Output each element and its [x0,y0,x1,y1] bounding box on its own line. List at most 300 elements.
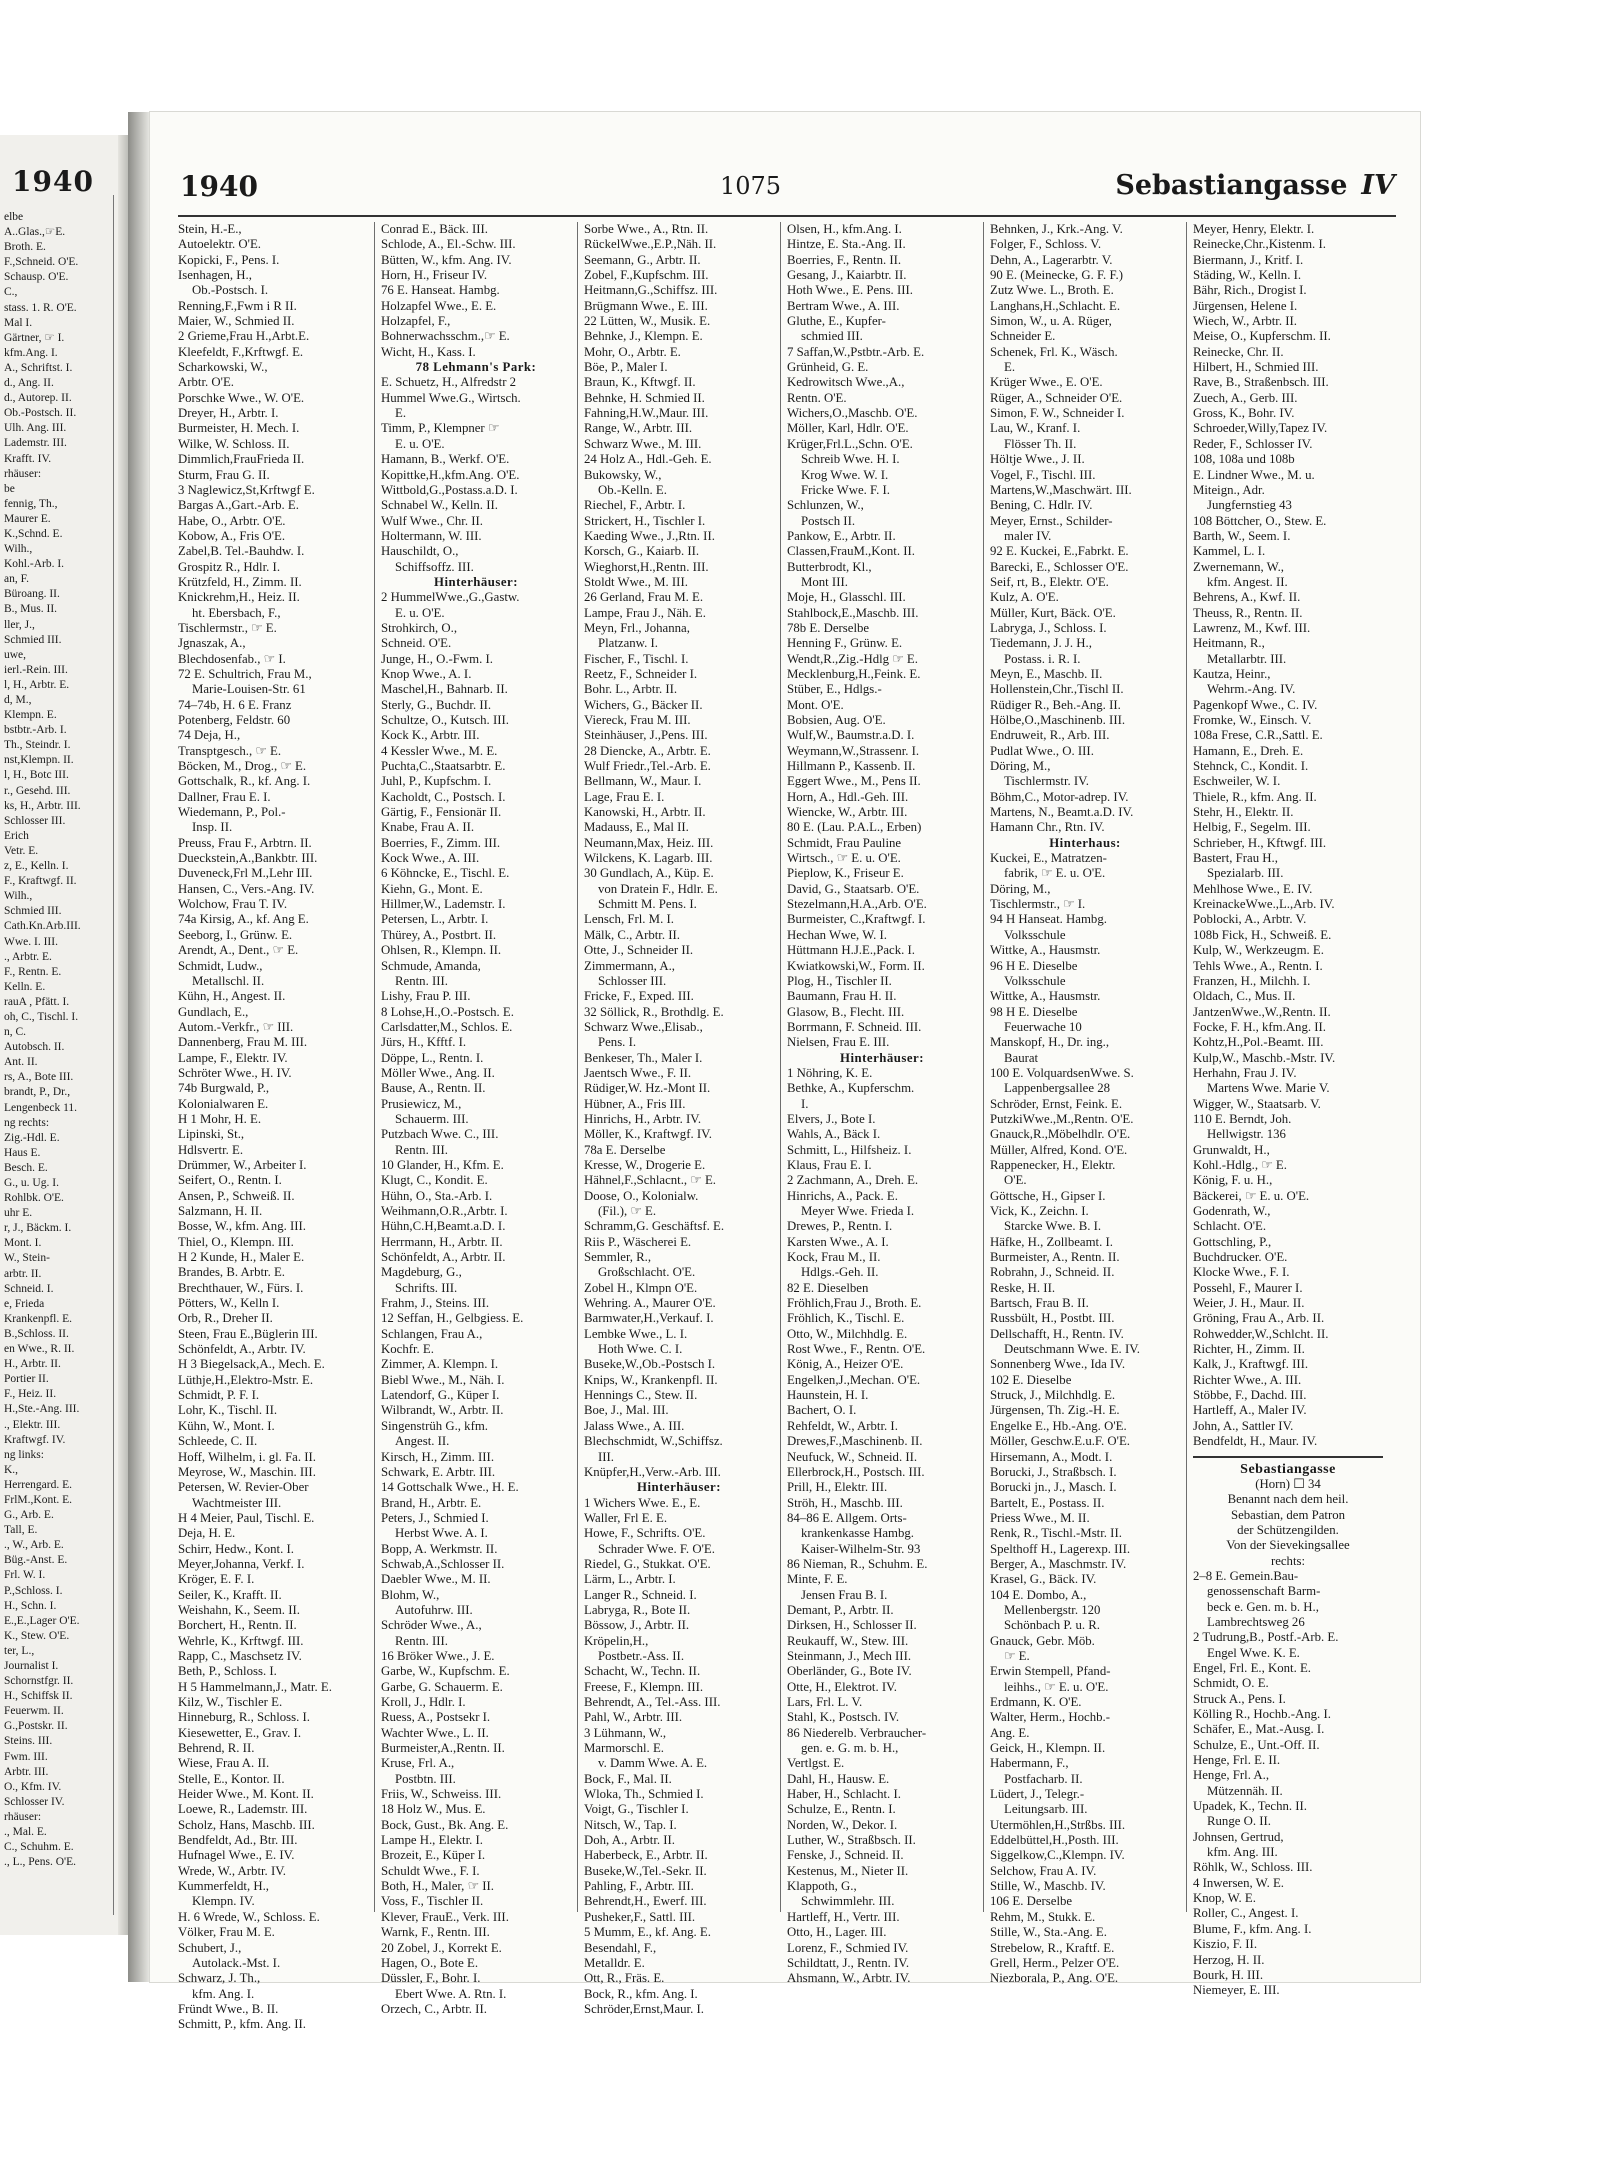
directory-entry: 92 E. Kuckei, E.,Fabrkt. E. [990,544,1129,559]
directory-entry: Lorenz, F., Schmied IV. [787,1940,909,1955]
directory-entry: 74a Kirsig, A., kf. Ang E. [178,912,309,927]
directory-entry: Eddelbüttel,H.,Posth. III. [990,1833,1119,1848]
directory-entry: Bähr, Rich., Drogist I. [1193,283,1307,298]
directory-entry: Baurat [1004,1050,1039,1065]
directory-entry: Seemann, G., Arbtr. II. [584,252,701,267]
previous-page-entry: Erich [4,829,29,842]
directory-entry: Dallner, Frau E. I. [178,789,271,804]
directory-entry: 100 E. VolquardsenWwe. S. [990,1065,1134,1080]
directory-entry: I. [801,1096,809,1111]
directory-entry: Autoelektr. O'E. [178,237,261,252]
directory-entry: gen. e. G. m. b. H., [801,1741,899,1756]
directory-entry: Richter Wwe., A. III. [1193,1372,1302,1387]
directory-entry: Dimmlich,FrauFrieda II. [178,452,305,467]
directory-entry: Carlsdatter,M., Schlos. E. [381,1019,513,1034]
directory-entry: Deutschmann Wwe. E. IV. [1004,1342,1140,1357]
directory-entry: 108 Böttcher, O., Stew. E. [1193,513,1327,528]
directory-entry: Otto, H., Lager. III. [787,1925,887,1940]
directory-entry: Höltje Wwe., J. II. [990,452,1085,467]
directory-entry: Langer R., Schneid. I. [584,1587,697,1602]
directory-entry: Schlangen, Frau A., [381,1326,483,1341]
directory-entry: kfm. Ang. I. [192,1986,255,2001]
directory-entry: Wachtmeister III. [192,1495,282,1510]
directory-entry: Schönfeldt, A., Arbtr. II. [381,1250,506,1265]
directory-entry: 8 Lohse,H.,O.-Postsch. E. [381,1004,514,1019]
directory-entry: Thiele, R., kfm. Ang. II. [1193,789,1317,804]
directory-entry: H 4 Meier, Paul, Tischl. E. [178,1510,315,1525]
directory-entry: Lage, Frau E. I. [584,789,665,804]
directory-entry: kfm. Angest. II. [1207,574,1288,589]
directory-entry: Stelle, E., Kontor. II. [178,1771,285,1786]
header-rule [178,215,1396,217]
directory-entry: Timm, P., Klempner ☞ [381,421,500,436]
column-rule [113,195,114,1915]
previous-page-entry: Maurer E. [4,512,51,525]
directory-entry: Bosse, W., kfm. Ang. III. [178,1219,306,1234]
directory-entry: Kirsch, H., Zimm. III. [381,1449,495,1464]
directory-entry: Lambrechtsweg 26 [1207,1614,1305,1629]
directory-entry: Isenhagen, H., [178,268,252,283]
directory-entry: Stahlbock,E.,Maschb. III. [787,605,919,620]
previous-page-edge [0,135,130,1935]
directory-entry: Stehr, H., Elektr. II. [1193,805,1294,820]
directory-entry: Erwin Stempell, Pfand- [990,1664,1111,1679]
previous-page-entry: H., Arbtr. II. [4,1358,61,1371]
directory-entry: König, F. u. H., [1193,1173,1273,1188]
directory-entry: Kedrowitsch Wwe.,A., [787,375,905,390]
directory-entry: Jensen Frau B. I. [801,1587,888,1602]
directory-entry: Müller, Kurt, Bäck. O'E. [990,605,1116,620]
directory-entry: Schönfeldt, A., Arbtr. IV. [178,1342,306,1357]
directory-entry: Hoff, Wilhelm, i. gl. Fa. II. [178,1449,316,1464]
directory-entry: Transptgesch., ☞ E. [178,743,282,758]
previous-page-entry: Lademstr. III. [4,437,67,450]
directory-entry: Classen,FrauM.,Kont. II. [787,544,915,559]
directory-entry: Herhahn, Frau J. IV. [1193,1065,1297,1080]
previous-page-entry: Kelln. E. [4,980,46,993]
page-gutter-shadow [128,112,150,1982]
directory-entry: Hagen, O., Bote E. [381,1955,479,1970]
directory-entry: Fromke, W., Einsch. V. [1193,713,1312,727]
previous-page-entry: Feuerwm. II. [4,1705,64,1718]
directory-entry: Schmidt, Ludw., [178,958,263,973]
directory-entry: Rost Wwe., F., Rentn. O'E. [787,1342,926,1357]
previous-page-entry: H., Schn. I. [4,1599,57,1612]
directory-entry: JantzenWwe.,W.,Rentn. II. [1193,1004,1331,1019]
directory-entry: Henge, Frl. A., [1193,1768,1270,1783]
directory-entry: Haunstein, H. I. [787,1388,869,1403]
directory-entry: Borchert, H., Rentn. II. [178,1618,297,1633]
directory-entry: Lishy, Frau P. III. [381,989,471,1004]
directory-entry: Jalass Wwe., A. III. [584,1418,685,1433]
directory-entry: Lampe H., Elektr. I. [381,1833,483,1848]
previous-page-entry: nst,Klempn. II. [4,754,74,767]
directory-entry: Fründt Wwe., B. II. [178,2001,279,2016]
directory-entry: Möller Wwe., Ang. II. [381,1065,495,1080]
directory-entry: 102 E. Dieselbe [990,1372,1072,1387]
directory-entry: Holtermann, W. III. [381,528,482,543]
directory-entry: Herzog, H. II. [1193,1952,1265,1967]
directory-entry: Braun, K., Kftwgf. II. [584,375,696,390]
previous-page-entry: Fwm. III. [4,1750,48,1763]
directory-entry: Wulf Friedr.,Tel.-Arb. E. [584,759,711,774]
directory-entry: Wloka, Th., Schmied I. [584,1787,704,1802]
directory-entry: Upadek, K., Techn. II. [1193,1799,1308,1814]
directory-entry: Rohwedder,W.,Schlcht. II. [1193,1326,1329,1341]
directory-entry: Weymann,W.,Strassenr. I. [787,743,920,758]
directory-entry: Benkeser, Th., Maler I. [584,1050,703,1065]
previous-page-entry: H., Schiffsk II. [4,1690,73,1703]
directory-entry: Hähnel,F.,Schlacnt., ☞ E. [584,1173,716,1188]
previous-page-entry: n, C. [4,1026,27,1039]
directory-entry: Bütten, W., kfm. Ang. IV. [381,252,512,267]
previous-page-entry: E.,E.,Lager O'E. [4,1614,80,1627]
directory-entry: Puchta,C.,Staatsarbtr. E. [381,759,506,774]
directory-entry: Hilbert, H., Schmied III. [1193,360,1319,375]
directory-entry: ht. Ebersbach, F., [192,605,281,620]
directory-entry: Postbtn. III. [395,1771,456,1786]
directory-entry: Bukowsky, W., [584,467,662,482]
directory-entry: Kruse, Frl. A., [381,1756,455,1771]
column-rule [780,222,781,1912]
directory-entry: ☞ E. [1004,1648,1030,1663]
directory-entry: Pudlat Wwe., O. III. [990,743,1094,758]
directory-entry: Zobel, F.,Kupfschm. III. [584,268,709,283]
previous-page-entry: Herrengard. E. [4,1478,73,1491]
directory-entry: Peters, J., Schmied I. [381,1510,489,1525]
directory-entry: Rüger, A., Schneider O'E. [990,390,1123,405]
directory-entry: Wahls, A., Bäck I. [787,1127,881,1142]
directory-entry: Behnken, J., Krk.-Ang. V. [990,222,1123,236]
directory-entry: Holzapfel, F., [381,314,451,329]
previous-page-entry: Krafft. IV. [4,452,52,465]
previous-page-entry: G., u. Ug. I. [4,1177,59,1189]
directory-entry: Kolonialwaren E. [178,1096,269,1111]
directory-entry: Kummerfeldt, H., [178,1879,269,1894]
directory-entry: Wiech, W., Arbtr. II. [1193,314,1297,329]
directory-entry: Demant, P., Arbtr. II. [787,1602,894,1617]
directory-entry: Gärtig, F., Fensionär II. [381,805,502,820]
directory-entry: Schleede, C. II. [178,1434,258,1449]
directory-entry: Volksschule [1004,973,1066,988]
directory-entry: Bohnerwachsschm.,☞ E. [381,329,510,344]
book-gutter [118,135,128,1935]
directory-entry: Wehrle, K., Krftwgf. III. [178,1633,304,1648]
column-rule [577,222,578,1912]
directory-entry: Reukauff, W., Stew. III. [787,1633,909,1648]
directory-entry: Mälk, C., Arbtr. II. [584,927,680,942]
directory-entry: Schneid. O'E. [381,636,452,651]
directory-entry: 84–86 E. Allgem. Orts- [787,1510,907,1525]
directory-entry: Karsten Wwe., A. I. [787,1234,889,1249]
directory-entry: Mehlhose Wwe., E. IV. [1193,881,1313,896]
directory-entry: Bening, C. Hdlr. IV. [990,498,1093,513]
directory-entry: 86 Nieman, R., Schuhm. E. [787,1556,928,1571]
directory-entry: beck e. Gen. m. b. H., [1207,1599,1319,1614]
previous-page-entry: Schlosser IV. [4,1795,65,1808]
previous-page-entry: r, J., Bäckm. I. [4,1222,72,1235]
directory-entry: Vogel, F., Tischl. III. [990,467,1096,482]
directory-entry: Zimmer, A. Klempn. I. [381,1357,499,1372]
directory-entry: 4 Kessler Wwe., M. E. [381,743,498,758]
directory-entry: Simon, W., u. A. Rüger, [990,314,1112,329]
directory-entry: schmied III. [801,329,863,344]
previous-page-entry: Mal I. [4,316,33,329]
directory-entry: Kopicki, F., Pens. I. [178,252,280,267]
directory-entry: Hauschildt, O., [381,544,459,559]
directory-entry: Otto, W., Milchhdlg. E. [787,1326,908,1341]
directory-entry: Insp. II. [192,820,233,835]
directory-column-1 [178,222,368,2032]
directory-entry: Simon, F. W., Schneider I. [990,406,1125,421]
directory-entry: Dueckstein,A.,Bankbtr. III. [178,851,318,866]
directory-entry: Postass. i. R. I. [1004,651,1081,666]
directory-entry: 74–74b, H. 6 E. Franz [178,697,292,712]
directory-entry: Lappenbergsallee 28 [1004,1081,1111,1096]
directory-entry: Lensch, Frl. M. I. [584,912,674,927]
directory-entry: Meyrose, W., Maschin. III. [178,1464,316,1479]
directory-column-6 [1193,222,1383,1998]
previous-page-entry: ller, J., [4,618,35,631]
directory-entry: Kopittke,H.,kfm.Ang. O'E. [381,467,520,482]
previous-page-entry: en Wwe., R. II. [4,1343,75,1356]
directory-entry: Borucki jn., J., Masch. I. [990,1480,1117,1495]
directory-entry: Hdlgs.-Geh. II. [801,1265,879,1280]
directory-entry: Blume, F., kfm. Ang. I. [1193,1921,1312,1936]
directory-entry: Behrendt,H., Ewerf. III. [584,1894,707,1909]
directory-entry: Meyn, E., Maschb. II. [990,666,1103,681]
previous-page-entry: G., Arb. E. [4,1509,54,1522]
directory-entry: 76 E. Hanseat. Hambg. [381,283,500,298]
directory-entry: Seeborg, I., Grünw. E. [178,927,293,942]
directory-entry: Lampe, F., Elektr. IV. [178,1050,288,1065]
directory-entry: 82 E. Dieselben [787,1280,869,1295]
directory-entry: Rentn. III. [395,973,448,988]
directory-entry: Stoldt Wwe., M. III. [584,574,688,589]
directory-entry: Schäfer, E., Mat.-Ausg. I. [1193,1722,1325,1737]
directory-entry: Wilke, W. Schloss. II. [178,436,290,451]
directory-entry: Deja, H. E. [178,1526,236,1541]
directory-entry: Steinmann, J., Mech III. [787,1648,912,1663]
directory-entry: Biebl Wwe., M., Näh. I. [381,1372,505,1387]
previous-page-entry: Cath.Kn.Arb.III. [4,920,81,933]
directory-entry: Rüdiger R., Beh.-Ang. II. [990,697,1121,712]
directory-entry: Theuss, R., Rentn. II. [1193,605,1303,620]
directory-entry: Strickert, H., Tischler I. [584,513,706,528]
directory-entry: Martens, N., Beamt.a.D. IV. [990,805,1134,820]
directory-entry: Marie-Louisen-Str. 61 [192,682,306,697]
directory-entry: E. Schuetz, H., Alfredstr 2 [381,375,517,390]
directory-entry: Fricke Wwe. F. I. [801,482,891,497]
directory-entry: Schrader Wwe. F. O'E. [598,1541,715,1556]
directory-entry: Spelthoff H., Lagerexp. III. [990,1541,1131,1556]
directory-entry: Herrmann, H., Arbtr. II. [381,1234,503,1249]
directory-entry: Hollenstein,Chr.,Tischl II. [990,682,1124,697]
directory-entry: Schlunzen, W., [787,498,864,513]
directory-entry: Strohkirch, O., [381,620,458,635]
directory-entry: 108b Fick, H., Schweiß. E. [1193,927,1332,942]
directory-entry: Riedel, G., Stukkat. O'E. [584,1556,711,1571]
directory-entry: Behnke, J., Klempn. E. [584,329,703,344]
directory-entry: Frahm, J., Steins. III. [381,1296,490,1311]
directory-entry: Grünheid, G. E. [787,360,869,375]
directory-entry: Sturm, Frau G. II. [178,467,270,482]
directory-entry: Viereck, Frau M. III. [584,713,691,727]
directory-entry: Hillmann P., Kassenb. II. [787,759,916,774]
directory-entry: Bartelt, E., Postass. II. [990,1495,1105,1510]
directory-entry: Ruess, A., Postsekr I. [381,1710,491,1725]
directory-entry: Possehl, F., Maurer I. [1193,1280,1303,1295]
directory-entry: Rüdiger,W. Hz.-Mont II. [584,1081,711,1096]
directory-entry: Bössow, J., Arbtr. II. [584,1618,690,1633]
directory-entry: Franzen, H., Milchh. I. [1193,973,1311,988]
directory-entry: Wrede, W., Arbtr. IV. [178,1863,287,1878]
directory-entry: Schmitt, L., Hilfsheiz. I. [787,1142,912,1157]
directory-entry: Mont. O'E. [787,697,844,712]
directory-entry: Kulp, W., Werkzeugm. E. [1193,943,1324,958]
directory-entry: Fischer, F., Tischl. I. [584,651,689,666]
page-year: 1940 [180,170,258,203]
running-street-title [1115,170,1395,201]
directory-entry: Mont III. [801,574,848,589]
directory-entry: Godenrath, W., [1193,1204,1271,1218]
directory-entry: Duveneck,Frl M.,Lehr III. [178,866,313,881]
directory-entry: Stille, W., Sta.-Ang. E. [990,1925,1107,1940]
directory-entry: Arendt, A., Dent., ☞ E. [178,943,299,958]
directory-entry: Freese, F., Klempn. III. [584,1679,704,1694]
previous-page-entry: B., Mus. II. [4,603,58,616]
directory-entry: Friis, W., Schweiss. III. [381,1787,502,1802]
directory-entry: Knickrehm,H., Heiz. II. [178,590,300,605]
directory-entry: Gundlach, E., [178,1004,249,1019]
directory-entry: Engelke E., Hb.-Ang. O'E. [990,1418,1127,1433]
directory-entry: Petersen, W. Revier-Ober [178,1480,309,1495]
directory-entry: Martens,W.,Maschwärt. III. [990,482,1132,497]
directory-entry: Voigt, G., Tischler I. [584,1802,689,1817]
directory-entry: Städing, W., Kelln. I. [1193,268,1302,283]
directory-entry: Schauerm. III. [395,1111,469,1126]
directory-entry: Schnabel W., Kelln. II. [381,498,498,513]
directory-entry: Beth, P., Schloss. I. [178,1664,277,1679]
directory-entry: Hamann, B., Werkf. O'E. [381,452,510,467]
directory-entry: 3 Lühmann, W., [584,1725,667,1740]
directory-entry: Wilckens, K. Lagarb. III. [584,851,713,866]
directory-entry: 98 H E. Dieselbe [990,1004,1078,1019]
directory-entry: Brandes, B. Arbtr. E. [178,1265,285,1280]
directory-entry: Walter, Herm., Hochb.- [990,1710,1110,1725]
directory-entry: Ott, R., Fräs. E. [584,1971,665,1986]
directory-entry: Postbetr.-Ass. II. [598,1648,685,1663]
directory-entry: Hamann Chr., Rtn. IV. [990,820,1105,835]
directory-entry: Klaus, Frau E. I. [787,1157,872,1172]
directory-entry: Labryga, J., Schloss. I. [990,620,1107,635]
previous-page-entry: ., Arbtr. E. [4,950,52,963]
directory-entry: Engelken,J.,Mechan. O'E. [787,1372,921,1387]
directory-entry: Hummel Wwe.G., Wirtsch. [381,390,521,405]
directory-entry: Daebler Wwe., M. II. [381,1572,491,1587]
directory-entry: Schultze, O., Kutsch. III. [381,713,509,727]
previous-page-entry: A., Schriftst. I. [4,361,73,374]
previous-page-entry: Büroang. II. [4,588,60,601]
directory-entry: Schwarz Wwe., M. III. [584,436,702,451]
previous-page-entry: z, E., Kelln. I. [4,860,69,873]
directory-entry: H 2 Kunde, H., Maler E. [178,1250,305,1265]
directory-entry: Porschke Wwe., W. O'E. [178,390,305,405]
directory-entry: Vertlgst. E. [787,1756,845,1771]
directory-entry: Schwab,A.,Schlosser II. [381,1556,505,1571]
previous-page-entry: Ant. II. [4,1056,38,1069]
directory-entry: 30 Gundlach, A., Küp. E. [584,866,714,881]
directory-entry: 78b E. Derselbe [787,620,870,635]
directory-entry: Jungfernstieg 43 [1207,498,1292,513]
directory-entry: 80 E. (Lau. P.A.L., Erben) [787,820,922,835]
directory-entry: Schmitt M. Pens. I. [598,897,697,912]
previous-page-entry: Tall, E. [4,1524,38,1537]
directory-entry: Schlosser III. [598,973,667,988]
directory-entry: Kühn, W., Mont. I. [178,1418,275,1433]
directory-entry: Grunwaldt, H., [1193,1142,1270,1157]
directory-entry: Dahl, H., Hausw. E. [787,1771,890,1786]
directory-entry: David, G., Staatsarb. O'E. [787,881,920,896]
directory-entry: Jürs, H., Kfftf. I. [381,1035,467,1050]
previous-page-entry: ng rechts: [4,1116,50,1129]
directory-entry: Bock, F., Mal. II. [584,1771,672,1786]
directory-entry: E. u. O'E. [395,436,445,451]
directory-entry: Meyn, Frl., Johanna, [584,620,690,635]
directory-entry: Hübner, A., Fris III. [584,1096,686,1111]
directory-entry: Garbe, W., Kupfschm. E. [381,1664,510,1679]
directory-entry: H. 6 Wrede, W., Schloss. E. [178,1909,320,1924]
directory-entry: Wicht, H., Kass. I. [381,344,476,359]
directory-entry: Barmwater,H.,Verkauf. I. [584,1311,714,1326]
directory-entry: Range, W., Arbtr. III. [584,421,693,436]
directory-entry: Plog, H., Tischler II. [787,973,892,988]
previous-page-entry: ., Elektr. III. [4,1418,61,1431]
directory-entry: E. Lindner Wwe., M. u. [1193,467,1315,482]
previous-page-entry: d., Autorep. II. [4,392,72,405]
directory-entry: Gross, K., Bohr. IV. [1193,406,1295,421]
directory-entry: Knüpfer,H.,Verw.-Arb. III. [584,1464,721,1479]
directory-entry: Semmler, R., [584,1250,652,1265]
directory-entry: KreinackeWwe.,L.,Arb. IV. [1193,897,1335,912]
directory-entry: Borrmann, F. Schneid. III. [787,1019,922,1034]
directory-entry: Pahl, W., Arbtr. III. [584,1710,683,1725]
directory-entry: Manskopf, H., Dr. ing., [990,1035,1110,1050]
directory-entry: Gottschling, P., [1193,1234,1272,1249]
directory-entry: Kohtz,H.,Pol.-Beamt. III. [1193,1035,1324,1050]
directory-entry: Ebert Wwe. A. Rtn. I. [395,1986,507,2001]
directory-entry: Bartsch, Frau B. II. [990,1296,1089,1311]
directory-entry: Boerries, F., Zimm. III. [381,835,501,850]
directory-entry: Meyer,Johanna, Verkf. I. [178,1556,305,1571]
directory-entry: fabrik, ☞ E. u. O'E. [1004,866,1106,881]
directory-entry: krankenkasse Hambg. [801,1526,915,1541]
directory-entry: Priess Wwe., M. II. [990,1510,1090,1525]
directory-entry: Wigger, W., Staatsarb. V. [1193,1096,1321,1111]
directory-entry: Bobsien, Aug. O'E. [787,713,886,727]
previous-page-entry: Broth. E. [4,241,46,254]
directory-entry: Flösser Th. II. [1004,436,1077,451]
directory-entry: Luther, W., Straßbsch. II. [787,1833,916,1848]
directory-entry: Stöbbe, F., Dachd. III. [1193,1388,1307,1403]
directory-entry: Autom.-Verkfr., ☞ III. [178,1019,294,1034]
directory-entry: Jaentsch Wwe., F. II. [584,1065,692,1080]
volume-numeral: IV [1361,170,1395,201]
directory-entry: Seiler, K., Krafft. II. [178,1587,282,1602]
directory-entry: Putzbach Wwe. C., III. [381,1127,499,1142]
directory-entry: Brügmann Wwe., E. III. [584,298,708,313]
directory-entry: Zimmermann, A., [584,958,675,973]
